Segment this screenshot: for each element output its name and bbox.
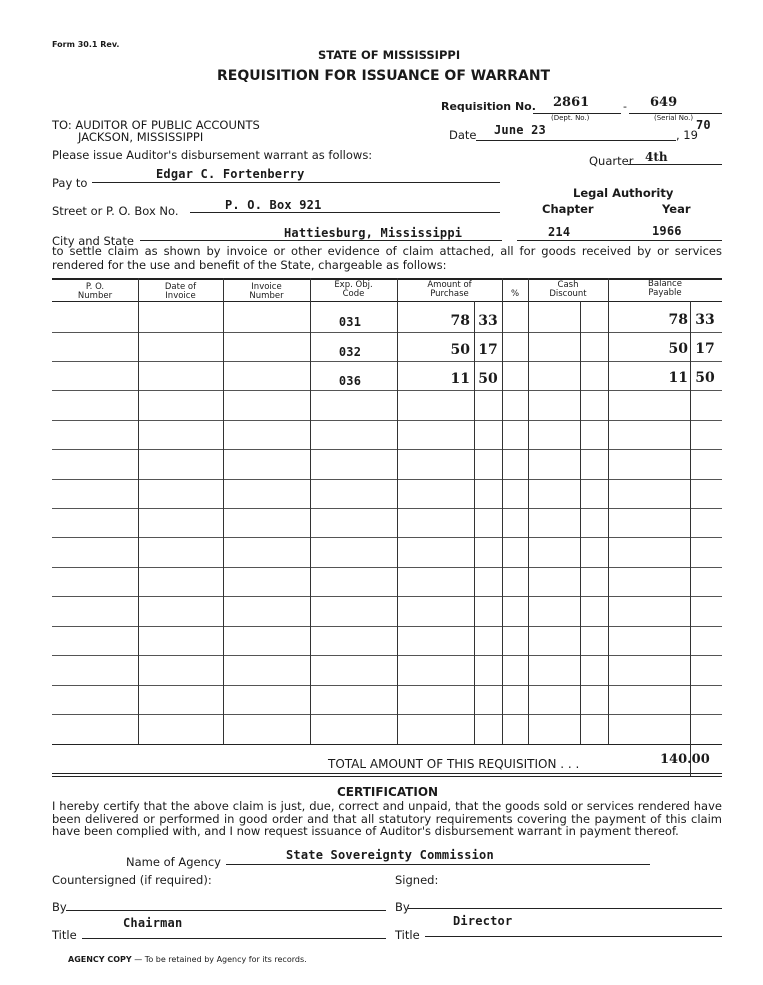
countersigned-label: Countersigned (if required): (52, 873, 212, 887)
balance-cents-cell: 33 (695, 312, 715, 328)
header-date-invoice: Date of Invoice (164, 282, 197, 301)
chapter-label: Chapter (542, 202, 594, 216)
header-cash-discount: Cash Discount (549, 280, 587, 299)
city-label: City and State (52, 234, 134, 248)
to-address: JACKSON, MISSISSIPPI (78, 130, 204, 144)
amount-cents-cell: 33 (478, 313, 498, 329)
serial-caption: (Serial No.) (654, 114, 694, 122)
header-amount-purchase: Amount of Purchase (427, 280, 472, 299)
by-label-right: By (395, 900, 410, 914)
street-label: Street or P. O. Box No. (52, 204, 179, 218)
street-value: P. O. Box 921 (225, 198, 322, 212)
date-year-prefix: , 19 (676, 128, 698, 142)
balance-dollars-cell: 50 (668, 341, 688, 357)
pay-to-label: Pay to (52, 176, 88, 190)
legal-authority-label: Legal Authority (573, 186, 674, 200)
agency-label: Name of Agency (126, 855, 221, 869)
header-balance-payable: Balance Payable (648, 279, 682, 298)
requisition-label: Requisition No. (441, 100, 536, 113)
quarter-value: 4th (645, 150, 668, 164)
city-value: Hattiesburg, Mississippi (284, 226, 463, 240)
amount-dollars-cell: 78 (450, 313, 470, 329)
requisition-dash: - (623, 100, 627, 113)
footer-note: AGENCY COPY — To be retained by Agency for its records. (68, 955, 307, 964)
code-cell: 031 (338, 315, 362, 329)
dept-number: 2861 (553, 95, 590, 110)
year-value: 1966 (652, 224, 682, 238)
amount-cents-cell: 17 (478, 342, 498, 358)
certification-text: I hereby certify that the above claim is just, due, correct and unpaid, that the goods sold or services rendered have been delivered or performed in good order and that all statutory requirements covering the payment of this claim have been complied with, and I now request issuance of Auditor's disbursement warrant in payment thereof. (52, 799, 722, 838)
balance-dollars-cell: 11 (668, 370, 688, 386)
by-label-left: By (52, 900, 67, 914)
chapter-value: 214 (548, 225, 571, 239)
agency-name: State Sovereignty Commission (286, 848, 494, 862)
form-title: REQUISITION FOR ISSUANCE OF WARRANT (217, 68, 551, 84)
please-issue-text: Please issue Auditor's disbursement warrant as follows: (52, 148, 373, 162)
header-exp-obj-code: Exp. Obj. Code (334, 280, 373, 299)
date-label: Date (449, 128, 477, 142)
state-heading: STATE OF MISSISSIPPI (318, 48, 461, 62)
code-cell: 032 (338, 345, 362, 359)
quarter-label: Quarter (589, 154, 634, 168)
amount-dollars-cell: 50 (450, 342, 470, 358)
title-label-left: Title (52, 928, 77, 942)
dept-caption: (Dept. No.) (551, 114, 590, 122)
header-invoice-number: Invoice Number (249, 282, 284, 301)
code-cell: 036 (338, 374, 362, 388)
year-label: Year (662, 202, 691, 216)
certification-heading: CERTIFICATION (337, 785, 439, 799)
payee-name: Edgar C. Fortenberry (156, 167, 305, 181)
balance-dollars-cell: 78 (668, 312, 688, 328)
title-left-value: Chairman (123, 916, 183, 930)
signed-label: Signed: (395, 873, 439, 887)
amount-dollars-cell: 11 (450, 371, 470, 387)
to-auditor: TO: AUDITOR OF PUBLIC ACCOUNTS (52, 118, 260, 132)
balance-cents-cell: 17 (695, 341, 715, 357)
amount-cents-cell: 50 (478, 371, 498, 387)
date-year: 70 (696, 118, 711, 132)
total-amount: 140.00 (660, 752, 710, 767)
title-right-value: Director (453, 914, 513, 928)
total-label: TOTAL AMOUNT OF THIS REQUISITION . . . (328, 757, 580, 771)
settle-claim-text: to settle claim as shown by invoice or other evidence of claim attached, all for goods received by or services rendered for the use and benefit of the State, chargeable as follows: (52, 244, 722, 272)
header-percent: % (510, 289, 520, 299)
title-label-right: Title (395, 928, 420, 942)
serial-number: 649 (650, 95, 678, 110)
balance-cents-cell: 50 (695, 370, 715, 386)
form-number: Form 30.1 Rev. (52, 40, 120, 49)
date-value: June 23 (494, 123, 546, 137)
header-po-number: P. O. Number (77, 282, 113, 301)
